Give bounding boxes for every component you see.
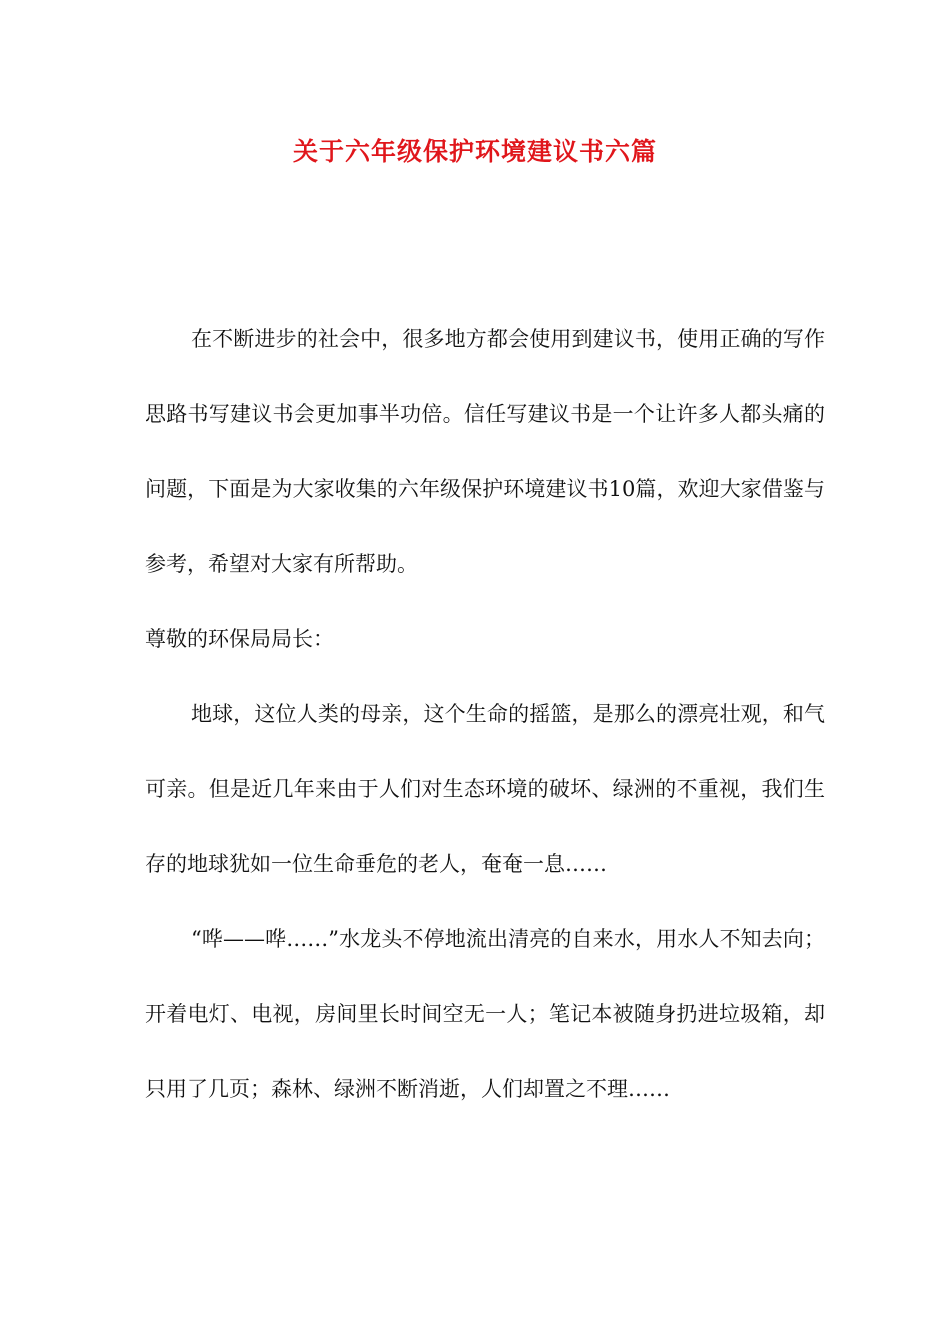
body-paragraph-waste: “哗——哗……”水龙头不停地流出清亮的自来水，用水人不知去向；开着电灯、电视，房间里长时间空无一人；笔记本被随身扔进垃圾箱，却只用了几页；森林、绿洲不断消逝，人们却置之不理…… [145,927,825,1101]
salutation: 尊敬的环保局局长： [145,627,334,651]
document-title: 关于六年级保护环境建议书六篇 [292,137,657,166]
intro-paragraph: 在不断进步的社会中，很多地方都会使用到建议书，使用正确的写作思路书写建议书会更加事半功倍。信任写建议书是一个让许多人都头痛的问题，下面是为大家收集的六年级保护环境建议书10篇，欢迎大家借鉴与参考，希望对大家有所帮助。 [145,327,825,576]
body-paragraph-earth: 地球，这位人类的母亲，这个生命的摇篮，是那么的漂亮壮观，和气可亲。但是近几年来由于人们对生态环境的破坏、绿洲的不重视，我们生存的地球犹如一位生命垂危的老人，奄奄一息…… [145,702,825,876]
